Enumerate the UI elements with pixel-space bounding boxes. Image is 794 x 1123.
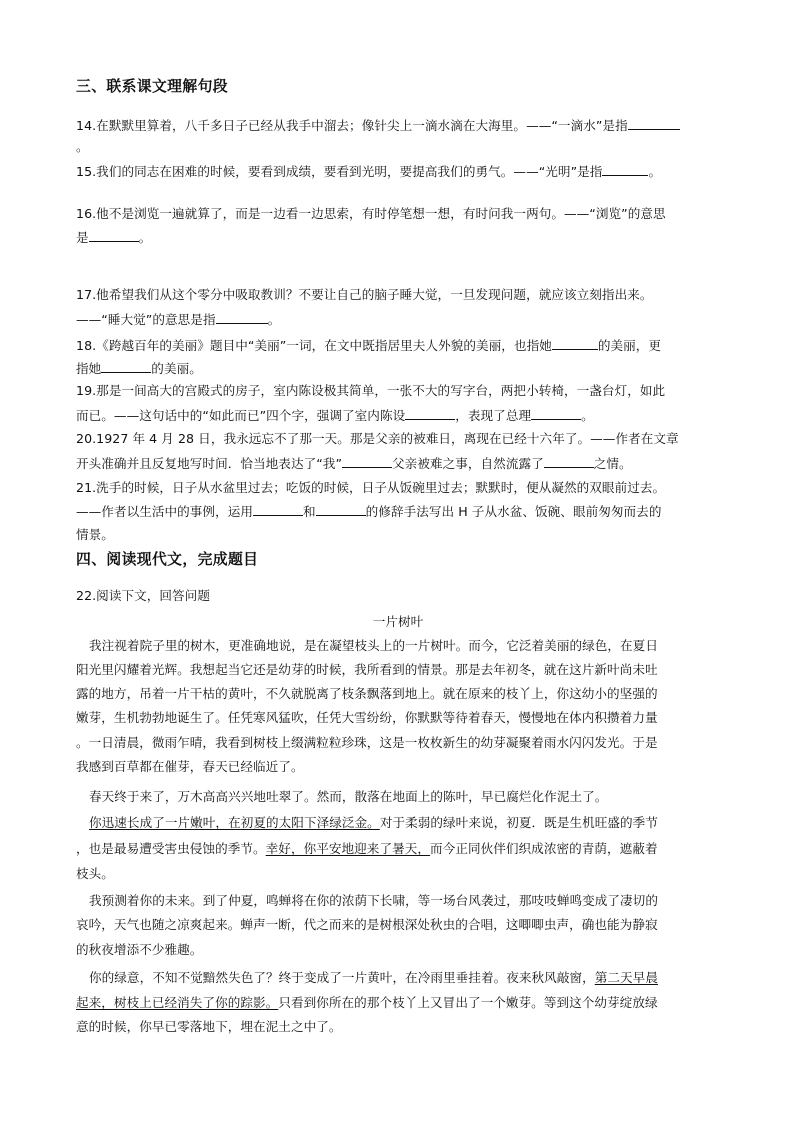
answer-blank[interactable]: [253, 502, 303, 516]
paragraph-1-line: 嫩芽，生机勃勃地诞生了。任凭寒风猛吹，任凭大雪纷纷，你默默等待着春天，慢慢地在体内积攒着力量: [76, 710, 658, 725]
answer-blank[interactable]: [531, 406, 581, 420]
paragraph-3-line3: 枝头。: [76, 866, 114, 881]
paragraph-1-line: 露的地方，吊着一片干枯的黄叶，不久就脱离了枝条飘落到地上。就在原来的枝丫上，你这幼小的坚强的: [76, 686, 658, 701]
question-22-intro: 22.阅读下文，回答问题: [76, 588, 210, 603]
question-18-mid: 的美丽，更: [597, 338, 662, 353]
answer-blank[interactable]: [216, 310, 268, 324]
question-21-line1: 21.洗手的时候，日子从水盆里过去；吃饭的时候，日子从饭碗里过去；默默时，便从凝然的双眼前过去。: [76, 480, 666, 495]
question-19-text-a: 而已。——这句话中的“如此而已”四个字，强调了室内陈设: [76, 408, 406, 423]
article-title: 一片树叶: [372, 614, 424, 629]
question-16-line1: 16.他不是浏览一遍就算了，而是一边看一边思索，有时停笔想一想，有时问我一两句。——“浏览”的意思: [76, 206, 666, 221]
underlined-sentence: 第二天早晨: [594, 970, 658, 985]
answer-blank[interactable]: [602, 162, 648, 176]
paragraph-3-text: 对于柔弱的绿叶来说，初夏．既是生机旺盛的季节: [379, 815, 658, 830]
answer-blank[interactable]: [544, 454, 594, 468]
answer-blank[interactable]: [628, 116, 680, 130]
answer-blank[interactable]: [89, 228, 139, 242]
paragraph-5-line1: [76, 969, 658, 987]
question-19-line2: [76, 406, 594, 425]
question-18-line2: [76, 359, 202, 378]
question-21-text-c: 的修辞手法写出 H 子从水盆、饭碗、眼前匆匆而去的: [365, 504, 662, 519]
question-20-text-b: 父亲被难之事，自然流露了: [392, 456, 544, 471]
underlined-sentence: 起来，树枝上已经消失了你的踪影。: [76, 995, 279, 1010]
answer-blank[interactable]: [342, 454, 392, 468]
paragraph-3-line1: [76, 814, 658, 832]
question-14-text: 14.在默默里算着，八千多日子已经从我手中溜去；像针尖上一滴水滴在大海里。——“一滴水”是指: [76, 118, 628, 133]
question-16-suffix: 。: [138, 230, 152, 245]
question-16-line2: [76, 228, 151, 247]
answer-blank[interactable]: [552, 336, 598, 350]
question-17-suffix: 。: [267, 312, 281, 327]
paragraph-1-line: 阳光里闪耀着光辉。我想起当它还是幼芽的时候，我所看到的情景。那是去年初冬，就在这片新叶尚未吐: [76, 662, 658, 677]
answer-blank[interactable]: [316, 502, 366, 516]
question-15: [76, 162, 661, 181]
underlined-sentence: 你迅速长成了一片嫩叶，在初夏的太阳下泽绿泛金。: [89, 815, 380, 830]
question-19-line1: 19.那是一间高大的宫殿式的房子，室内陈设极其简单，一张不大的写字台，两把小转椅，一盏台灯，如此: [76, 383, 666, 398]
section-4-heading: 四、阅读现代文，完成题目: [76, 551, 259, 568]
question-17-prefix: ——“睡大觉”的意思是指: [76, 312, 216, 327]
question-19-text-c: 。: [581, 408, 594, 423]
section-3-heading: 三、联系课文理解句段: [76, 78, 228, 95]
question-18-line1: [76, 336, 661, 355]
question-16-prefix: 是: [76, 230, 89, 245]
paragraph-4-line: 哀吟，天气也随之凉爽起来。蝉声一断，代之而来的是树根深处秋虫的合唱，这唧唧虫声，确也能为静寂: [76, 917, 658, 932]
question-15-text: 15.我们的同志在困难的时候，要看到成绩，要看到光明，要提高我们的勇气。——“光明”是指: [76, 164, 603, 179]
paragraph-4-line: 我预测着你的未来。到了仲夏，鸣蝉将在你的浓荫下长啸，等一场台风袭过，那吱吱蝉鸣变成了凄切的: [89, 893, 658, 908]
question-21-text-a: ——作者以生活中的事例，运用: [76, 504, 254, 519]
paragraph-2: 春天终于来了，万木高高兴兴地吐翠了。然而，散落在地面上的陈叶，早已腐烂化作泥土了。: [89, 789, 608, 804]
paragraph-5-text: 只看到你所在的那个枝丫上又冒出了一个嫩芽。等到这个幼芽绽放绿: [278, 995, 658, 1010]
question-15-tail: 。: [648, 164, 662, 179]
question-19-text-b: ，表现了总理: [455, 408, 532, 423]
question-21-line3: 情景。: [76, 527, 114, 542]
answer-blank[interactable]: [405, 406, 455, 420]
paragraph-5-text: 你的绿意，不知不觉黯然失色了？终于变成了一片黄叶，在冷雨里垂挂着。夜来秋风敲窗，: [89, 970, 595, 985]
question-20-line2: [76, 454, 632, 473]
question-20-text-c: 之情。: [593, 456, 632, 471]
question-17-line1: 17.他希望我们从这个零分中吸取教训？不要让自己的脑子睡大觉，一旦发现问题，就应该立刻指出来。: [76, 287, 653, 302]
question-20-line1: 20.1927 年 4 月 28 日，我永远忘不了那一天。那是父亲的被难日，离现在已经十六年了。——作者在文章: [76, 431, 679, 446]
question-18-suffix: 的美丽。: [151, 361, 202, 376]
paragraph-1-line: 。一日清晨，微雨乍晴，我看到树枝上缀满粒粒珍珠，这是一枚枚新生的幼芽凝聚着雨水闪闪发光。于是: [76, 735, 658, 750]
question-18-prefix: 指她: [76, 361, 102, 376]
question-21-text-b: 和: [303, 504, 316, 519]
question-21-line2: [76, 502, 661, 521]
underlined-sentence: 幸好，你平安地迎来了暑天，: [265, 841, 431, 856]
paragraph-5-line3: 意的时候，你早已零落地下，埋在泥土之中了。: [76, 1019, 342, 1034]
question-14-tail: 。: [76, 139, 89, 154]
question-20-text-a: 开头准确并且反复地写时间．恰当地表达了“我”: [76, 456, 343, 471]
paragraph-3-text: 而今正同伙伴们织成浓密的青荫，遮蔽着: [430, 841, 658, 856]
paragraph-4-line: 的秋夜增添不少雅趣。: [76, 942, 203, 957]
paragraph-1-line: 我感到百草都在催芽，春天已经临近了。: [76, 759, 304, 774]
question-17-line2: [76, 310, 280, 329]
paragraph-1-line: 我注视着院子里的树木，更准确地说，是在凝望枝头上的一片树叶。而今，它泛着美丽的绿色，在夏日: [89, 638, 658, 653]
paragraph-5-line2: [76, 994, 658, 1012]
question-18-text: 18.《跨越百年的美丽》题目中“美丽”一词，在文中既指居里夫人外貌的美丽，也指她: [76, 338, 552, 353]
question-14: [76, 116, 680, 135]
paragraph-3-text: ，也是最易遭受害虫侵蚀的季节。: [76, 841, 266, 856]
answer-blank[interactable]: [101, 359, 151, 373]
paragraph-3-line2: [76, 840, 658, 858]
